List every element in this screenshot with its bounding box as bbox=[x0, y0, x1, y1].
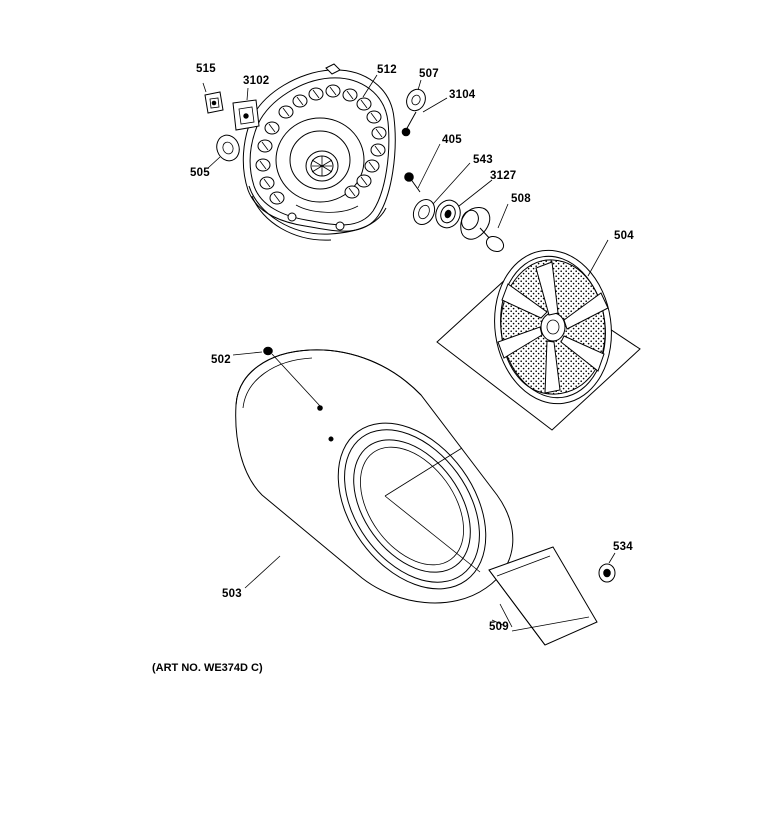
callout-505: 505 bbox=[190, 167, 210, 179]
callout-509: 509 bbox=[489, 621, 509, 633]
leader-504 bbox=[588, 240, 608, 276]
callout-3102: 3102 bbox=[243, 75, 270, 87]
callout-534: 534 bbox=[613, 541, 633, 553]
callout-508: 508 bbox=[511, 193, 531, 205]
callout-502: 502 bbox=[211, 354, 231, 366]
callout-405: 405 bbox=[442, 134, 462, 146]
part-534-fastener bbox=[599, 553, 615, 582]
part-508-roller bbox=[459, 204, 508, 255]
callout-3127: 3127 bbox=[490, 170, 517, 182]
callout-515: 515 bbox=[196, 63, 216, 75]
part-504-duct-cover bbox=[437, 240, 640, 430]
callout-3104: 3104 bbox=[449, 89, 476, 101]
callout-503: 503 bbox=[222, 588, 242, 600]
art-number-label: (ART NO. WE374D C) bbox=[152, 662, 263, 674]
callout-543: 543 bbox=[473, 154, 493, 166]
callout-507: 507 bbox=[419, 68, 439, 80]
part-503-drum bbox=[233, 347, 516, 617]
part-3102-bracket bbox=[233, 88, 259, 130]
part-507-fastener bbox=[403, 80, 429, 114]
part-505-washer bbox=[208, 132, 243, 168]
callout-504: 504 bbox=[614, 230, 634, 242]
part-512-rear-bulkhead bbox=[243, 64, 395, 240]
callout-512: 512 bbox=[377, 64, 397, 76]
part-405-stud bbox=[405, 144, 441, 192]
part-515-clip bbox=[203, 83, 223, 113]
